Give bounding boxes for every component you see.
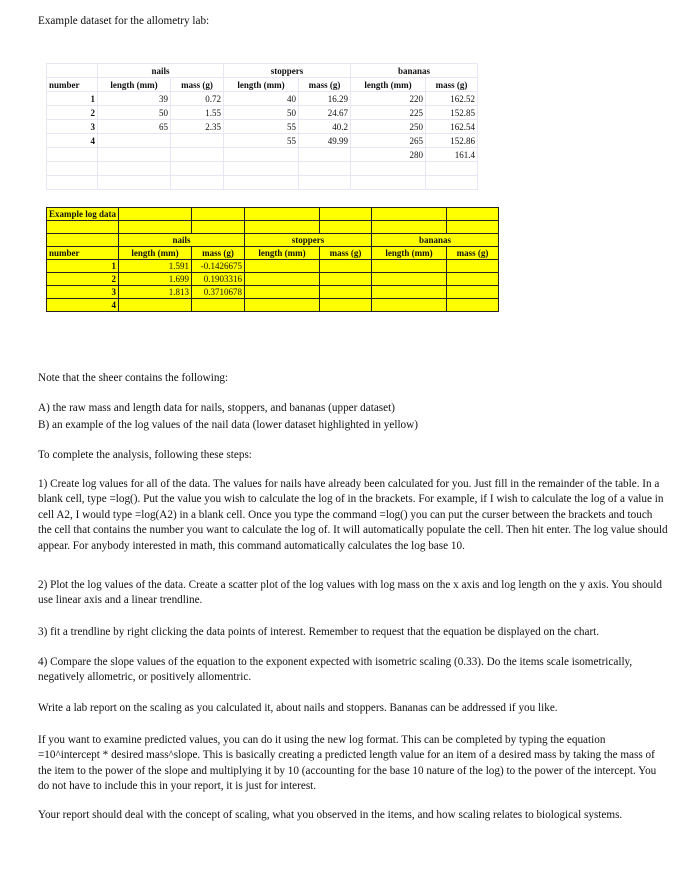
group-header: bananas [351, 64, 478, 78]
item-a-paragraph: A) the raw mass and length data for nails, stoppers, and bananas (upper dataset) [38, 402, 395, 414]
group-header: stoppers [224, 64, 351, 78]
label-row [47, 208, 499, 221]
table-cell: 1.55 [171, 106, 224, 120]
table-cell [171, 162, 224, 176]
empty-cell [320, 221, 372, 234]
table-cell: 55 [224, 134, 299, 148]
table-cell [98, 148, 171, 162]
column-header: length (mm) [224, 78, 299, 92]
step-4-paragraph: 4) Compare the slope values of the equation to the exponent expected with isometric scaling (0.33). Do the items scale isometrically, negatively allometric, or positively allomentric. [38, 656, 633, 684]
empty-cell [447, 208, 499, 221]
table-cell: 162.52 [426, 92, 478, 106]
table-cell [447, 273, 499, 286]
table-cell [320, 273, 372, 286]
table-cell [171, 134, 224, 148]
lab-report-paragraph: Write a lab report on the scaling as you calculated it, about nails and stoppers. Bananas can be addressed if you like. [38, 702, 558, 714]
table-cell: 2.35 [171, 120, 224, 134]
column-header: mass (g) [171, 78, 224, 92]
table-cell: 16.29 [299, 92, 351, 106]
table-cell: 65 [98, 120, 171, 134]
table-cell [351, 162, 426, 176]
table-cell [171, 176, 224, 190]
group-header: bananas [372, 234, 499, 247]
group-header: nails [119, 234, 245, 247]
table-cell [426, 162, 478, 176]
column-header: mass (g) [320, 247, 372, 260]
table-cell: 0.3710678 [192, 286, 245, 299]
table-cell: 152.85 [426, 106, 478, 120]
table-cell: 265 [351, 134, 426, 148]
table-row [47, 134, 478, 148]
table-cell: 225 [351, 106, 426, 120]
empty-cell [447, 221, 499, 234]
table-cell [47, 162, 98, 176]
table-cell: 250 [351, 120, 426, 134]
table-cell [245, 260, 320, 273]
table-cell [447, 299, 499, 312]
column-header: mass (g) [426, 78, 478, 92]
column-header: mass (g) [447, 247, 499, 260]
table-cell [245, 273, 320, 286]
column-header-row [47, 78, 478, 92]
table-cell [192, 299, 245, 312]
table-cell [320, 299, 372, 312]
column-header: length (mm) [351, 78, 426, 92]
empty-cell [47, 234, 119, 247]
table-cell: 0.72 [171, 92, 224, 106]
table-cell [299, 162, 351, 176]
table-row [47, 273, 499, 286]
table-cell: 2 [47, 273, 119, 286]
empty-cell [245, 208, 320, 221]
table-row [47, 120, 478, 134]
group-header: stoppers [245, 234, 372, 247]
column-header-row [47, 247, 499, 260]
step-3-paragraph: 3) fit a trendline by right clicking the data points of interest. Remember to request that the equation be displayed on the chart. [38, 626, 600, 638]
predicted-values-paragraph: If you want to examine predicted values, you can do it using the new log format. This can be completed by typing the equation =10^intercept * desired mass^slope. This is basically creating a predicted length value for an item of a desired mass by taking the mass of the item to the power of the slope and multiplying it by 10 (accounting for the base 10 nature of the log) to the power of the intercept. You do not have to include this in your report, it is just for interest. [38, 734, 657, 793]
table-cell: -0.1426675 [192, 260, 245, 273]
table-cell: 4 [47, 134, 98, 148]
table-label: Example log data [47, 208, 119, 221]
column-header: mass (g) [192, 247, 245, 260]
group-header-row [47, 64, 478, 78]
column-header: length (mm) [245, 247, 320, 260]
note-paragraph: Note that the sheer contains the following: [38, 372, 229, 384]
blank-row [47, 221, 499, 234]
table-cell: 1.699 [119, 273, 192, 286]
step-2-paragraph: 2) Plot the log values of the data. Create a scatter plot of the log values with log mass on the x axis and log length on the y axis. You should use linear axis and a linear trendline. [38, 579, 662, 607]
table-cell: 220 [351, 92, 426, 106]
table-cell: 1.591 [119, 260, 192, 273]
item-b-paragraph: B) an example of the log values of the nail data (lower dataset highlighted in yellow) [38, 419, 418, 431]
empty-cell [47, 64, 98, 78]
column-header: length (mm) [98, 78, 171, 92]
table-cell: 24.67 [299, 106, 351, 120]
table-cell: 1.813 [119, 286, 192, 299]
table-cell [98, 134, 171, 148]
table-row [47, 148, 478, 162]
table-cell [224, 176, 299, 190]
table-cell [245, 299, 320, 312]
table-cell [372, 286, 447, 299]
table-cell [372, 273, 447, 286]
table-cell [47, 176, 98, 190]
table-cell [299, 176, 351, 190]
table-cell [119, 299, 192, 312]
table-row [47, 92, 478, 106]
table-row [47, 286, 499, 299]
group-header-row [47, 234, 499, 247]
empty-cell [119, 221, 192, 234]
empty-cell [119, 208, 192, 221]
column-header: mass (g) [299, 78, 351, 92]
table-cell: 152.86 [426, 134, 478, 148]
raw-data-table [46, 63, 478, 190]
table-row [47, 176, 478, 190]
table-cell: 40.2 [299, 120, 351, 134]
table-cell: 0.1903316 [192, 273, 245, 286]
table-cell [320, 286, 372, 299]
table-cell: 50 [98, 106, 171, 120]
table-cell: 3 [47, 120, 98, 134]
group-header: nails [98, 64, 224, 78]
empty-cell [372, 221, 447, 234]
table-cell: 39 [98, 92, 171, 106]
table-cell: 55 [224, 120, 299, 134]
report-guidance-paragraph: Your report should deal with the concept of scaling, what you observed in the items, and how scaling relates to biological systems. [38, 809, 623, 821]
table-cell [372, 299, 447, 312]
table-cell [245, 286, 320, 299]
table-cell [426, 176, 478, 190]
table-cell [299, 148, 351, 162]
table-cell: 49.99 [299, 134, 351, 148]
table-cell: 50 [224, 106, 299, 120]
table-cell [47, 148, 98, 162]
empty-cell [192, 221, 245, 234]
table-cell [372, 260, 447, 273]
table-row [47, 299, 499, 312]
table-cell [224, 162, 299, 176]
table-cell: 1 [47, 260, 119, 273]
table-row [47, 162, 478, 176]
log-data-table [46, 207, 499, 312]
empty-cell [372, 208, 447, 221]
document-title: Example dataset for the allometry lab: [38, 15, 210, 27]
table-cell: 280 [351, 148, 426, 162]
table-cell [98, 162, 171, 176]
column-header: number [47, 78, 98, 92]
empty-cell [245, 221, 320, 234]
table-row [47, 106, 478, 120]
table-cell [351, 176, 426, 190]
steps-intro-paragraph: To complete the analysis, following these steps: [38, 449, 252, 461]
empty-cell [47, 221, 119, 234]
table-cell [171, 148, 224, 162]
table-cell: 162.54 [426, 120, 478, 134]
table-cell: 3 [47, 286, 119, 299]
step-1-paragraph: 1) Create log values for all of the data. The values for nails have already been calculated for you. Just fill in the remainder of the table. In a blank cell, type =log(). Put the value you wish to calculate the log of in the brackets. For example, if I wish to calculate the log of a value in cell A2, I would type =log(A2) in a blank cell. Once you type the command =log() you can put the curser between the brackets and touch the cell that contains the number you want to calculate the log of. It will automatically populate the cell. Then hit enter. The log value should appear. For anybody interested in math, this command automatically calculates the log base 10. [38, 478, 668, 552]
empty-cell [192, 208, 245, 221]
column-header: length (mm) [119, 247, 192, 260]
column-header: number [47, 247, 119, 260]
table-cell [98, 176, 171, 190]
table-cell [447, 286, 499, 299]
table-row [47, 260, 499, 273]
table-cell: 161.4 [426, 148, 478, 162]
table-cell [320, 260, 372, 273]
column-header: length (mm) [372, 247, 447, 260]
table-cell: 2 [47, 106, 98, 120]
table-cell [447, 260, 499, 273]
empty-cell [320, 208, 372, 221]
table-cell: 1 [47, 92, 98, 106]
table-cell [224, 148, 299, 162]
table-cell: 40 [224, 92, 299, 106]
table-cell: 4 [47, 299, 119, 312]
